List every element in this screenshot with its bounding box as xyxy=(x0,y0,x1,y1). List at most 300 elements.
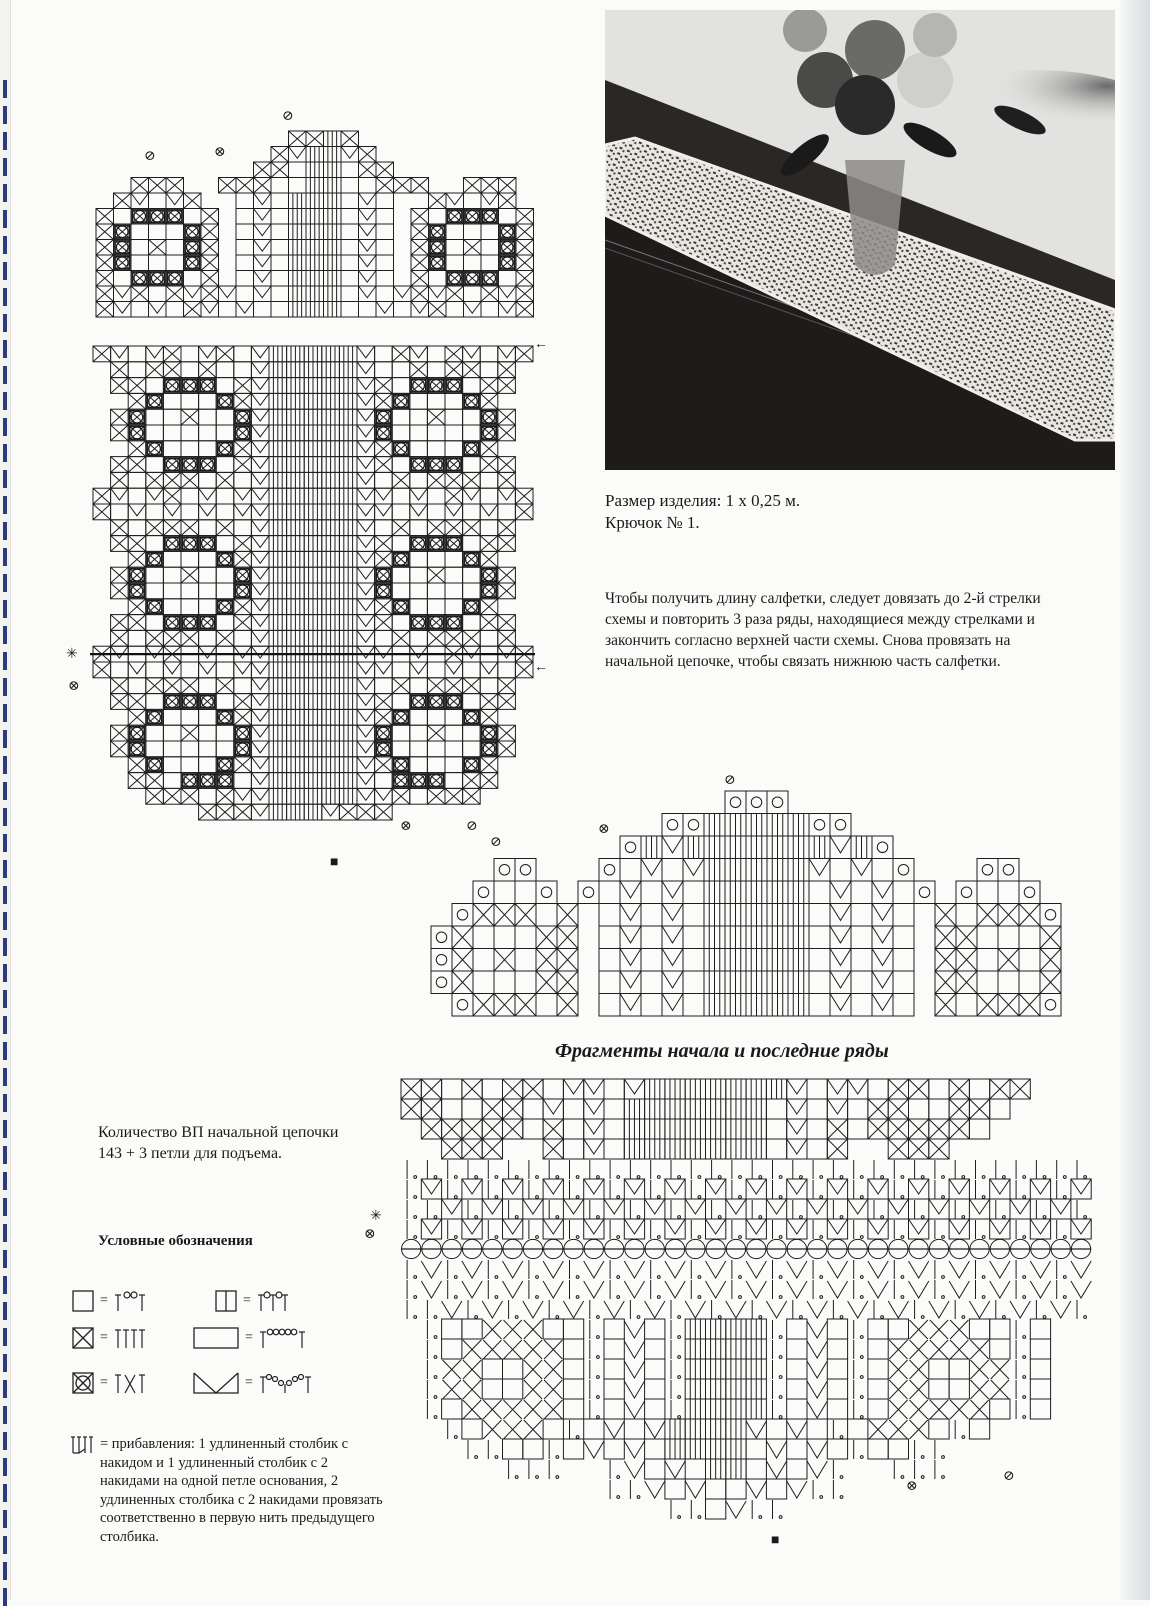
lacet-cell xyxy=(746,1179,766,1199)
column-cell xyxy=(289,255,307,271)
dark-block-cell xyxy=(446,209,464,225)
mesh-cell xyxy=(445,425,463,441)
mesh-cell xyxy=(163,425,181,441)
lacet-cell xyxy=(620,994,641,1017)
mesh-cell xyxy=(184,209,202,225)
crossed-stitch-cell xyxy=(950,1320,968,1339)
lacet-cell xyxy=(482,1199,502,1219)
stitch-cell xyxy=(651,1280,661,1299)
crossed-stitch-cell xyxy=(463,1340,481,1359)
block-cell xyxy=(111,725,129,741)
picot-cell xyxy=(827,1281,847,1298)
stitch-cell xyxy=(590,1200,600,1219)
mesh-cell xyxy=(584,1419,604,1439)
block-cell xyxy=(181,788,199,804)
block-cell xyxy=(498,425,516,441)
column-cell xyxy=(685,1339,705,1359)
mesh-cell xyxy=(445,551,463,567)
block-cell xyxy=(375,709,393,725)
mesh-cell xyxy=(746,1459,766,1479)
lacet-cell xyxy=(787,1099,807,1119)
lacet-cell xyxy=(254,240,272,256)
column-cell xyxy=(324,286,342,302)
mesh-cell xyxy=(216,488,234,504)
mesh-cell xyxy=(410,788,428,804)
lacet-cell xyxy=(251,757,269,773)
binder-hole xyxy=(3,522,7,540)
lacet-cell xyxy=(234,488,252,504)
column-cell xyxy=(339,567,357,583)
mesh-cell xyxy=(809,881,830,904)
dark-block-cell xyxy=(375,567,393,583)
mesh-cell xyxy=(641,881,662,904)
mesh-cell xyxy=(236,240,254,256)
column-cell xyxy=(322,441,340,457)
lacet-cell xyxy=(909,1219,929,1239)
block-cell xyxy=(909,1079,929,1099)
block-cell xyxy=(557,926,578,949)
stitch-cell xyxy=(651,1160,661,1179)
dark-block-cell xyxy=(146,757,164,773)
column-cell xyxy=(287,346,305,362)
block-cell xyxy=(146,678,164,694)
stitch-cell xyxy=(772,1340,782,1359)
block-cell xyxy=(271,147,289,163)
stitch-cell xyxy=(448,1180,458,1199)
block-cell xyxy=(536,926,557,949)
stitch-cell xyxy=(752,1300,762,1319)
mesh-cell xyxy=(481,240,499,256)
block-cell xyxy=(392,678,410,694)
stitch-cell xyxy=(448,1420,458,1439)
column-cell xyxy=(685,1379,705,1399)
slashed-circle-marker: ⊘ xyxy=(724,774,736,788)
picot-cell xyxy=(807,1361,827,1378)
stitch-cell xyxy=(772,1380,782,1399)
column-cell xyxy=(322,662,340,678)
block-cell xyxy=(482,1099,502,1119)
mesh-cell xyxy=(146,504,164,520)
mesh-cell xyxy=(199,725,217,741)
mesh-cell xyxy=(990,1099,1010,1119)
column-cell xyxy=(746,1119,766,1139)
block-cell xyxy=(234,804,252,820)
block-cell xyxy=(271,162,289,178)
lacet-cell xyxy=(111,488,129,504)
block-cell xyxy=(146,773,164,789)
binder-hole xyxy=(3,1458,7,1476)
column-cell xyxy=(304,488,322,504)
stitch-cell xyxy=(488,1280,498,1299)
mesh-cell xyxy=(563,1139,583,1159)
mesh-cell xyxy=(163,773,181,789)
dark-block-cell xyxy=(429,224,447,240)
binder-hole xyxy=(3,1276,7,1294)
dark-block-cell xyxy=(234,725,252,741)
mesh-cell xyxy=(442,1319,462,1339)
block-cell xyxy=(463,773,481,789)
lacet-cell xyxy=(480,662,498,678)
block-cell xyxy=(494,949,515,972)
binder-hole xyxy=(3,860,7,878)
mesh-cell xyxy=(463,615,481,631)
lacet-cell xyxy=(503,1179,523,1199)
crossed-stitch-cell xyxy=(910,1420,928,1439)
mesh-cell xyxy=(427,488,445,504)
picot-cell xyxy=(766,1301,786,1318)
mesh-cell xyxy=(851,881,872,904)
mesh-cell xyxy=(131,255,149,271)
binder-hole xyxy=(3,886,7,904)
lacet-cell xyxy=(868,1219,888,1239)
column-cell xyxy=(306,209,324,225)
lacet-cell xyxy=(166,193,184,209)
chart-fragment-last-rows xyxy=(400,1078,1092,1520)
lacet-cell xyxy=(620,926,641,949)
lacet-cell xyxy=(251,615,269,631)
dark-block-cell xyxy=(392,551,410,567)
mesh-cell xyxy=(445,709,463,725)
stitch-cell xyxy=(610,1220,620,1239)
mesh-cell xyxy=(851,926,872,949)
start-star-marker: ✳ xyxy=(66,648,78,662)
chain-cell xyxy=(473,881,494,904)
mesh-cell xyxy=(392,362,410,378)
block-cell xyxy=(359,162,377,178)
picot-cell xyxy=(462,1261,482,1278)
stitch-cell xyxy=(630,1200,640,1219)
chain-cell xyxy=(746,791,767,814)
block-cell xyxy=(498,678,516,694)
column-cell xyxy=(289,240,307,256)
mesh-cell xyxy=(599,949,620,972)
mesh-cell xyxy=(146,615,164,631)
increase-note xyxy=(70,1435,390,1546)
dark-block-cell xyxy=(427,773,445,789)
stitch-cell xyxy=(813,1160,823,1179)
block-cell xyxy=(181,567,199,583)
picot-cell xyxy=(969,1301,989,1318)
mesh-cell xyxy=(1030,1359,1050,1379)
column-cell xyxy=(339,378,357,394)
lacet-cell xyxy=(462,1219,482,1239)
column-cell xyxy=(306,193,324,209)
stitch-cell xyxy=(610,1180,620,1199)
block-cell xyxy=(557,994,578,1017)
dark-block-cell xyxy=(445,378,463,394)
column-cell xyxy=(269,773,287,789)
lacet-cell xyxy=(766,1199,786,1219)
block-cell xyxy=(498,725,516,741)
stitch-cell xyxy=(854,1440,864,1459)
mesh-cell xyxy=(146,725,164,741)
dark-block-cell xyxy=(427,615,445,631)
column-cell xyxy=(726,1359,746,1379)
stitch-cell xyxy=(427,1380,437,1399)
lacet-cell xyxy=(1051,1199,1071,1219)
lacet-cell xyxy=(787,1079,807,1099)
lacet-cell xyxy=(357,362,375,378)
mesh-cell xyxy=(563,1319,583,1339)
lacet-cell xyxy=(827,1079,847,1099)
dark-block-cell xyxy=(216,709,234,725)
column-cell xyxy=(767,836,788,859)
mesh-cell xyxy=(146,583,164,599)
mesh-cell xyxy=(599,904,620,927)
column-cell xyxy=(269,694,287,710)
dark-block-cell xyxy=(146,709,164,725)
picot-cell xyxy=(1010,1301,1030,1318)
mesh-cell xyxy=(494,881,515,904)
mesh-cell xyxy=(341,240,359,256)
mesh-cell xyxy=(851,949,872,972)
column-cell xyxy=(685,1359,705,1379)
column-cell xyxy=(304,425,322,441)
dark-block-cell xyxy=(480,567,498,583)
chart-top-section xyxy=(95,130,552,318)
block-cell xyxy=(480,393,498,409)
lacet-cell xyxy=(442,1199,462,1219)
mesh-cell xyxy=(464,286,482,302)
mesh-cell xyxy=(163,709,181,725)
slashed-circle-marker: ⊘ xyxy=(490,836,502,850)
mesh-cell xyxy=(163,741,181,757)
column-cell xyxy=(706,1439,726,1459)
block-cell xyxy=(503,1079,523,1099)
crossed-stitch-cell xyxy=(443,1380,461,1399)
stitch-cell xyxy=(427,1320,437,1339)
stitch-cell xyxy=(529,1220,539,1239)
column-cell xyxy=(269,378,287,394)
lacet-cell xyxy=(584,1079,604,1099)
mesh-cell xyxy=(1030,1319,1050,1339)
mesh-cell xyxy=(146,457,164,473)
lacet-cell xyxy=(503,1219,523,1239)
block-cell xyxy=(445,678,463,694)
column-cell xyxy=(339,615,357,631)
mesh-cell xyxy=(199,551,217,567)
column-cell xyxy=(287,757,305,773)
dark-block-cell xyxy=(375,725,393,741)
binder-hole xyxy=(3,1250,7,1268)
lacet-cell xyxy=(909,1179,929,1199)
column-cell xyxy=(726,1419,746,1439)
lacet-cell xyxy=(357,694,375,710)
mesh-cell xyxy=(234,346,252,362)
stitch-cell xyxy=(1036,1200,1046,1219)
column-cell xyxy=(322,630,340,646)
mesh-cell xyxy=(199,425,217,441)
lacet-cell xyxy=(1010,1199,1030,1219)
column-cell xyxy=(322,709,340,725)
mesh-cell xyxy=(929,1379,949,1399)
lacet-cell xyxy=(251,441,269,457)
mesh-cell xyxy=(515,926,536,949)
binder-hole xyxy=(3,470,7,488)
mesh-cell xyxy=(787,1459,807,1479)
block-cell xyxy=(499,193,517,209)
block-cell xyxy=(557,904,578,927)
column-cell xyxy=(289,209,307,225)
mesh-cell xyxy=(604,1359,624,1379)
stitch-cell xyxy=(610,1460,620,1479)
stitch-cell xyxy=(671,1320,681,1339)
mesh-cell xyxy=(359,302,377,318)
mesh-cell xyxy=(445,599,463,615)
block-cell xyxy=(216,804,234,820)
picot-cell xyxy=(990,1261,1010,1278)
block-cell xyxy=(234,615,252,631)
stitch-cell xyxy=(772,1320,782,1339)
lacet-cell xyxy=(662,971,683,994)
stitch-cell xyxy=(488,1440,498,1459)
stitch-cell xyxy=(955,1160,965,1179)
picot-cell xyxy=(645,1421,665,1438)
stitch-cell xyxy=(854,1160,864,1179)
dark-block-cell xyxy=(480,425,498,441)
mesh-cell xyxy=(480,488,498,504)
block-cell xyxy=(375,694,393,710)
mesh-cell xyxy=(114,271,132,287)
column-cell xyxy=(269,520,287,536)
chain-cell xyxy=(725,791,746,814)
column-cell xyxy=(304,773,322,789)
mesh-cell xyxy=(427,709,445,725)
mesh-cell xyxy=(216,615,234,631)
block-cell xyxy=(411,286,429,302)
stitch-cell xyxy=(610,1480,620,1499)
dark-block-cell xyxy=(375,425,393,441)
column-cell xyxy=(269,441,287,457)
stitch-cell xyxy=(1016,1380,1026,1399)
block-cell xyxy=(163,362,181,378)
stitch-cell xyxy=(833,1200,843,1219)
block-cell xyxy=(289,131,307,147)
block-cell xyxy=(93,346,111,362)
block-cell xyxy=(480,773,498,789)
filled-block-x-icon xyxy=(72,1327,94,1349)
column-cell xyxy=(304,567,322,583)
column-cell xyxy=(704,881,725,904)
lacet-cell xyxy=(359,286,377,302)
column-cell xyxy=(746,1079,766,1099)
column-cell xyxy=(287,457,305,473)
lacet-cell xyxy=(830,994,851,1017)
mesh-cell xyxy=(536,994,557,1017)
dark-block-cell xyxy=(216,773,234,789)
picot-cell xyxy=(706,1261,726,1278)
binder-hole xyxy=(3,1094,7,1112)
picot-cell xyxy=(604,1421,624,1438)
mesh-cell xyxy=(809,994,830,1017)
column-cell xyxy=(269,599,287,615)
mesh-cell xyxy=(128,346,146,362)
column-cell xyxy=(339,757,357,773)
lacet-cell xyxy=(251,678,269,694)
mesh-cell xyxy=(429,209,447,225)
block-cell xyxy=(411,240,429,256)
mesh-cell xyxy=(234,773,252,789)
lacet-cell xyxy=(563,1199,583,1219)
dark-block-cell xyxy=(216,393,234,409)
block-cell xyxy=(234,757,252,773)
mesh-cell xyxy=(462,1419,482,1439)
lacet-cell xyxy=(251,551,269,567)
lacet-cell xyxy=(462,1179,482,1199)
mesh-cell xyxy=(199,409,217,425)
stitch-cell xyxy=(549,1160,559,1179)
column-cell xyxy=(324,271,342,287)
binder-hole xyxy=(3,496,7,514)
column-cell xyxy=(706,1459,726,1479)
crossed-stitch-cell xyxy=(544,1340,562,1359)
mesh-cell xyxy=(289,162,307,178)
stitch-cell xyxy=(468,1200,478,1219)
mesh-cell xyxy=(463,567,481,583)
block-cell xyxy=(463,630,481,646)
mesh-cell xyxy=(827,1319,847,1339)
stitch-cell xyxy=(712,1200,722,1219)
block-cell xyxy=(480,615,498,631)
mesh-cell xyxy=(199,599,217,615)
block-cell xyxy=(128,457,146,473)
chain-cell xyxy=(452,904,473,927)
block-cell xyxy=(375,536,393,552)
stitch-cell xyxy=(691,1500,701,1519)
mesh-cell xyxy=(604,1379,624,1399)
stitch-cell xyxy=(691,1160,701,1179)
lacet-cell xyxy=(1071,1179,1091,1199)
column-cell xyxy=(339,773,357,789)
stitch-cell xyxy=(874,1160,884,1179)
block-cell xyxy=(163,520,181,536)
mesh-cell xyxy=(271,255,289,271)
mesh-cell xyxy=(445,567,463,583)
block-cell xyxy=(216,520,234,536)
mesh-cell xyxy=(463,504,481,520)
lacet-cell xyxy=(543,1219,563,1239)
block-cell xyxy=(935,949,956,972)
mesh-cell xyxy=(827,1439,847,1459)
block-cell xyxy=(498,536,516,552)
stitch-cell xyxy=(772,1400,782,1419)
block-cell xyxy=(445,520,463,536)
lacet-cell xyxy=(149,302,167,318)
mesh-cell xyxy=(128,520,146,536)
chain-cell xyxy=(1040,994,1061,1017)
stitch-cell xyxy=(772,1360,782,1379)
mesh-cell xyxy=(480,630,498,646)
mesh-cell xyxy=(1030,1399,1050,1419)
crossed-stitch-cell xyxy=(504,1340,522,1359)
filet-grid xyxy=(400,1078,1092,1520)
stitch-cell xyxy=(427,1340,437,1359)
lacet-cell xyxy=(357,409,375,425)
dark-block-cell xyxy=(181,378,199,394)
mesh-cell xyxy=(163,393,181,409)
column-cell xyxy=(322,520,340,536)
lacet-cell xyxy=(199,346,217,362)
lacet-cell xyxy=(251,694,269,710)
mesh-cell xyxy=(131,302,149,318)
stitch-cell xyxy=(590,1300,600,1319)
column-cell xyxy=(287,488,305,504)
base-chain-cell xyxy=(584,1239,604,1258)
column-cell xyxy=(322,346,340,362)
base-chain-cell xyxy=(787,1239,807,1258)
block-cell xyxy=(427,520,445,536)
block-cell xyxy=(163,788,181,804)
